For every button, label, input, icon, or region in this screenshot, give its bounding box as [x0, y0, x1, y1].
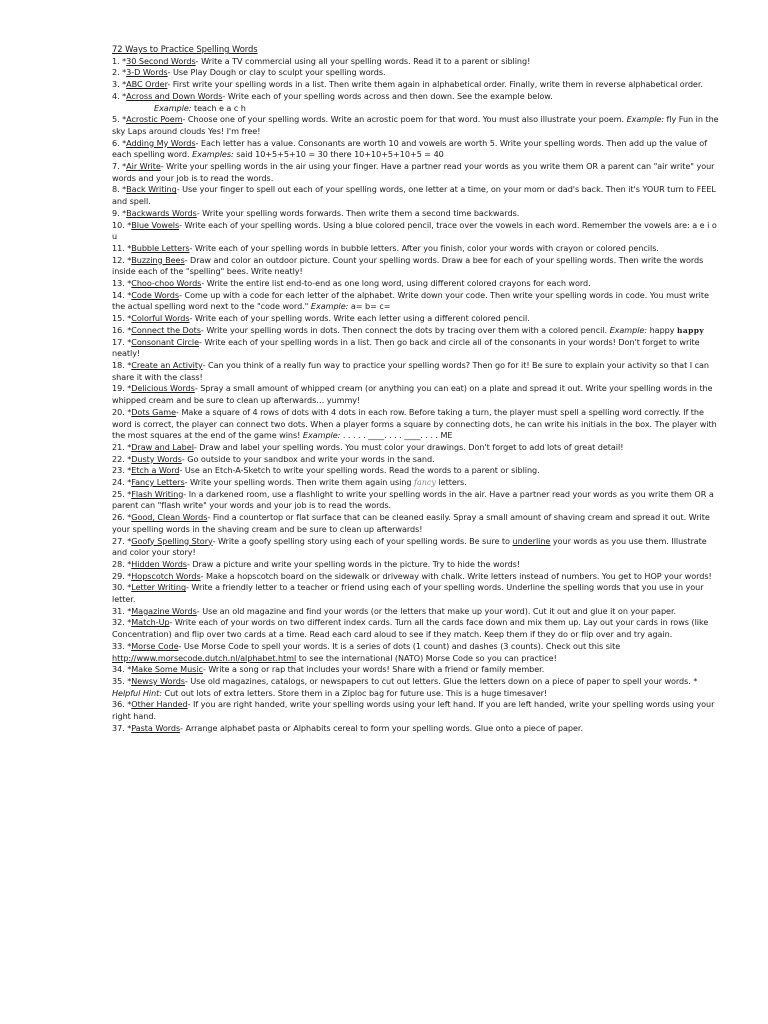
item-term: Back Writing: [126, 184, 177, 195]
item-text: - Spray a small amount of whipped cream (or anything you can eat) on a plate and spread it out. Write your spelling words in the whipped cream and be sure to clean up afterwards… yummy!: [112, 383, 713, 406]
list-item: [112, 290, 724, 313]
item-number: 1. *: [112, 55, 127, 66]
item-term: Goofy Spelling Story: [131, 535, 213, 546]
list-item: [112, 454, 724, 466]
page-title: 72 Ways to Practice Spelling Words: [112, 44, 258, 54]
item-number: 17. *: [112, 336, 132, 347]
item-number: 29. *: [112, 570, 132, 581]
item-text: - Each letter has a value. Consonants are worth 10 and vowels are worth 5. Write your spelling words. Then add up the value of each spelling word.: [112, 137, 708, 160]
list-item: [112, 138, 724, 161]
document-page: [112, 44, 724, 734]
list-item: [112, 723, 724, 735]
item-term: Create an Activity: [131, 359, 203, 370]
item-text: - Write the entire list end-to-end as one long word, using different colored crayons for each word.: [201, 278, 591, 289]
item-number: 18. *: [112, 359, 132, 370]
example-text: a= b= c=: [350, 301, 391, 312]
item-number: 4. *: [112, 90, 127, 101]
example-line: [112, 103, 724, 115]
item-term: Adding My Words: [126, 137, 196, 148]
example-text: Cut out lots of extra letters. Store them in a Ziploc bag for future use. This is a huge timesaver!: [164, 687, 548, 698]
list-item: [112, 184, 724, 207]
example-text: teach e a c h: [193, 102, 246, 113]
item-number: 20. *: [112, 406, 132, 417]
item-term: Backwards Words: [126, 207, 197, 218]
item-number: 28. *: [112, 558, 132, 569]
item-term: Consonant Circle: [131, 336, 200, 347]
list-item: [112, 243, 724, 255]
list-item: [112, 442, 724, 454]
item-term: Connect the Dots: [131, 324, 201, 335]
item-number: 34. *: [112, 664, 132, 675]
example-label: Example:: [154, 102, 192, 113]
example-label: Example:: [310, 301, 349, 312]
item-text: - Can you think of a really fun way to practice your spelling words? Then go for it! Be sure to explain your activity so that I can share it with the class!: [112, 359, 709, 382]
item-number: 2. *: [112, 67, 127, 78]
item-text: - Write each of your spelling words across and then down. See the example below.: [222, 90, 553, 101]
list-item: [112, 489, 724, 512]
list-item: [112, 699, 724, 722]
item-term: Colorful Words: [131, 313, 190, 324]
item-text: - Draw a picture and write your spelling words in the picture. Try to hide the words!: [186, 558, 521, 569]
list-item: [112, 208, 724, 220]
item-number: 25. *: [112, 488, 132, 499]
list-item: [112, 325, 724, 337]
item-number: 21. *: [112, 441, 132, 452]
item-text: - Arrange alphabet pasta or Alphabits cereal to form your spelling words. Glue onto a piece of paper.: [180, 722, 583, 733]
item-text-after: your words as you use them. Illustrate and color your story!: [112, 535, 707, 558]
item-term: Match-Up: [131, 617, 170, 628]
underlined-word: underline: [512, 535, 551, 546]
list-item: [112, 161, 724, 184]
item-term: Letter Writing: [131, 582, 187, 593]
item-number: 16. *: [112, 324, 132, 335]
item-text: - Choose one of your spelling words. Write an acrostic poem for that word. You must also illustrate your poem.: [182, 114, 625, 125]
item-text: - Write each of your spelling words. Write each letter using a different colored pencil.: [189, 313, 530, 324]
item-number: 31. *: [112, 605, 132, 616]
example-label: Example:: [302, 430, 341, 441]
item-term: Dusty Words: [131, 453, 182, 464]
item-text: - Write a friendly letter to a teacher or friend using each of your spelling words. Underline the spelling words that you use in your letter.: [112, 582, 704, 605]
item-number: 37. *: [112, 722, 132, 733]
list-item: [112, 617, 724, 640]
item-term: Make Some Music: [131, 664, 203, 675]
item-term: ABC Order: [126, 79, 168, 90]
item-text: - Write each of your spelling words in bubble letters. After you finish, color your words with crayon or colored pencils.: [189, 242, 659, 253]
item-text: - Come up with a code for each letter of the alphabet. Write down your code. Then write your spelling words in code. You must write the actual spelling word next to the "code word.": [112, 289, 709, 312]
item-text-after: to see the international (NATO) Morse Code so you can practice!: [298, 652, 557, 663]
list-item: [112, 360, 724, 383]
item-term: Choo-choo Words: [131, 278, 202, 289]
list-item: [112, 79, 724, 91]
item-text: - Write each of your spelling words. Using a blue colored pencil, trace over the vowels in each word. Remember the vowels are: a e i o u: [112, 219, 717, 242]
item-term: Hidden Words: [131, 558, 187, 569]
item-text: - Find a countertop or flat surface that can be cleaned easily. Spray a small amount of shaving cream and spread it out. Write your spelling words in the shaving cream and be sure to clean up afterwards!: [112, 512, 710, 534]
item-text: - Draw and label your spelling words. You must color your drawings. Don't forget to add lots of great detail!: [193, 441, 624, 452]
item-number: 14. *: [112, 289, 132, 300]
item-number: 10. *: [112, 219, 132, 230]
item-text: - Use Play Dough or clay to sculpt your spelling words.: [167, 67, 386, 78]
list-item: [112, 559, 724, 571]
item-text: - Write a TV commercial using all your spelling words. Read it to a parent or sibling!: [195, 55, 531, 66]
item-number: 32. *: [112, 617, 132, 628]
item-term: 3-D Words: [126, 67, 168, 78]
item-text: - Write each of your words on two different index cards. Turn all the cards face down and mix them up. Lay out your cards in rows (like Concentration) and flip over two cards at a time. Read each card aloud to see if they match. Keep them if they do or flip over and try again.: [112, 617, 709, 640]
list-item: [112, 278, 724, 290]
list-item: [112, 407, 724, 442]
example-text: happy: [649, 324, 675, 335]
item-term: Newsy Words: [131, 675, 185, 686]
item-text: - Write a goofy spelling story using each of your spelling words. Be sure to: [212, 535, 510, 546]
item-number: 22. *: [112, 453, 132, 464]
item-term: Pasta Words: [131, 722, 181, 733]
item-text: - Write your spelling words forwards. Then write them a second time backwards.: [196, 207, 520, 218]
item-text: - Write your spelling words in the air using your finger. Have a partner read your words as you write them OR a parent can "air write" your words and your job is to read the words.: [112, 161, 715, 183]
item-term: Other Handed: [131, 699, 188, 710]
item-number: 30. *: [112, 582, 132, 593]
list-item: [112, 337, 724, 360]
list-item: [112, 56, 724, 68]
item-term: Buzzing Bees: [131, 254, 185, 265]
item-text: - Write a song or rap that includes your words! Share with a friend or family member.: [202, 664, 545, 675]
item-text: - If you are right handed, write your spelling words using your left hand. If you are left handed, write your spelling words using your right hand.: [112, 699, 715, 722]
item-number: 12. *: [112, 254, 132, 265]
item-text: - Draw and color an outdoor picture. Count your spelling words. Draw a bee for each of your spelling words. Then write the words inside each of the "spelling" bees. Write neatly!: [112, 254, 704, 277]
item-text: - Write your spelling words. Then write them again using: [184, 477, 412, 488]
item-term: Good, Clean Words: [131, 512, 208, 523]
item-number: 15. *: [112, 313, 132, 324]
item-term: Dots Game: [131, 406, 177, 417]
item-number: 33. *: [112, 640, 132, 651]
list-item: [112, 465, 724, 477]
item-term: Draw and Label: [131, 441, 194, 452]
item-number: 3. *: [112, 79, 127, 90]
item-text: - Make a hopscotch board on the sidewalk or driveway with chalk. Write letters instead of numbers. You get to HOP your words!: [200, 570, 712, 581]
item-term: Acrostic Poem: [126, 114, 183, 125]
list-item: [112, 582, 724, 605]
item-number: 7. *: [112, 161, 127, 172]
item-text-after: letters.: [438, 477, 467, 488]
item-number: 11. *: [112, 242, 132, 253]
item-text: - Use old magazines, catalogs, or newspapers to cut out letters. Glue the letters down on a piece of paper to spell your words. *: [184, 675, 698, 686]
item-number: 5. *: [112, 114, 127, 125]
list-item: [112, 255, 724, 278]
item-text: - Use an Etch-A-Sketch to write your spelling words. Read the words to a parent or sibling.: [179, 465, 540, 476]
item-number: 19. *: [112, 383, 132, 394]
item-text: - Use Morse Code to spell your words. It is a series of dots (1 count) and dashes (3 counts). Check out this site: [178, 640, 621, 651]
item-text: - In a darkened room, use a flashlight to write your spelling words in the air. Have a partner read your words as you write them OR a parent can "flash write" your words and your job is to read the words.: [112, 488, 714, 511]
list-item: [112, 383, 724, 406]
example-label: Helpful Hint:: [112, 687, 162, 698]
item-number: 26. *: [112, 512, 132, 523]
item-number: 6. *: [112, 137, 127, 148]
item-term: Flash Writing: [131, 488, 184, 499]
example-text: fly Fun in the sky Laps around clouds Yes! I'm free!: [112, 114, 719, 136]
list-item: [112, 606, 724, 618]
item-term: 30 Second Words: [126, 55, 196, 66]
list-item: [112, 67, 724, 79]
list-item: [112, 571, 724, 583]
item-text: - First write your spelling words in a list. Then write them again in alphabetical order. Finally, write them in reverse alphabetical order.: [167, 79, 703, 90]
list-item: [112, 512, 724, 535]
item-text: - Use your finger to spell out each of your spelling words, one letter at a time, on your mom or dad's back. Then it's YOUR turn to FEEL and spell.: [112, 184, 716, 207]
item-term: Magazine Words: [131, 605, 197, 616]
item-number: 23. *: [112, 465, 132, 476]
practice-list: [112, 56, 724, 735]
list-item: [112, 477, 724, 489]
item-term: Delicious Words: [131, 383, 195, 394]
item-text: - Use an old magazine and find your words (or the letters that make up your word). Cut it out and glue it on your paper.: [196, 605, 677, 616]
example-label: Examples:: [192, 149, 234, 160]
list-item: [112, 114, 724, 137]
item-text: - Make a square of 4 rows of dots with 4 dots in each row. Before taking a turn, the player must spell a spelling word correctly. If the word is correct, the player can connect two dots. When a player forms a square by connecting dots, he can write his initials in the box. The player with the most squares at the end of the game wins!: [112, 406, 717, 441]
list-item: [112, 676, 724, 699]
item-term: Etch a Word: [131, 465, 180, 476]
item-term: Air Write: [126, 161, 161, 172]
item-number: 13. *: [112, 278, 132, 289]
item-number: 24. *: [112, 477, 132, 488]
item-number: 36. *: [112, 699, 132, 710]
item-number: 9. *: [112, 207, 127, 218]
list-item: [112, 313, 724, 325]
item-term: Fancy Letters: [131, 477, 185, 488]
list-item: [112, 664, 724, 676]
item-term: Across and Down Words: [126, 90, 223, 101]
item-term: Morse Code: [131, 640, 179, 651]
list-item: [112, 220, 724, 243]
item-number: 35. *: [112, 675, 132, 686]
item-term: Bubble Letters: [131, 242, 190, 253]
item-term: Hopscotch Words: [131, 570, 201, 581]
list-item: [112, 536, 724, 559]
example-label: Example:: [609, 324, 648, 335]
example-label: Example:: [626, 114, 665, 125]
item-text: - Go outside to your sandbox and write your words in the sand.: [181, 453, 435, 464]
list-item: [112, 91, 724, 103]
list-item: [112, 641, 724, 664]
item-number: 8. *: [112, 184, 127, 195]
example-text: said 10+5+5+10 = 30 there 10+10+5+10+5 = 40: [236, 149, 444, 160]
example-text: . . . . . ____. . . . ____. . . . ME: [342, 430, 453, 441]
morse-code-link[interactable]: http://www.morsecode.dutch.nl/alphabet.html: [112, 652, 297, 663]
item-term: Code Words: [131, 289, 180, 300]
item-text: - Write your spelling words in dots. Then connect the dots by tracing over them with a colored pencil.: [200, 324, 608, 335]
item-term: Blue Vowels: [131, 219, 180, 230]
fancy-word: fancy: [414, 477, 436, 488]
item-text: - Write each of your spelling words in a list. Then go back and circle all of the consonants in your words! Don't forget to write neatly!: [112, 336, 700, 359]
example-styled-word: happy: [677, 325, 705, 335]
item-number: 27. *: [112, 535, 132, 546]
